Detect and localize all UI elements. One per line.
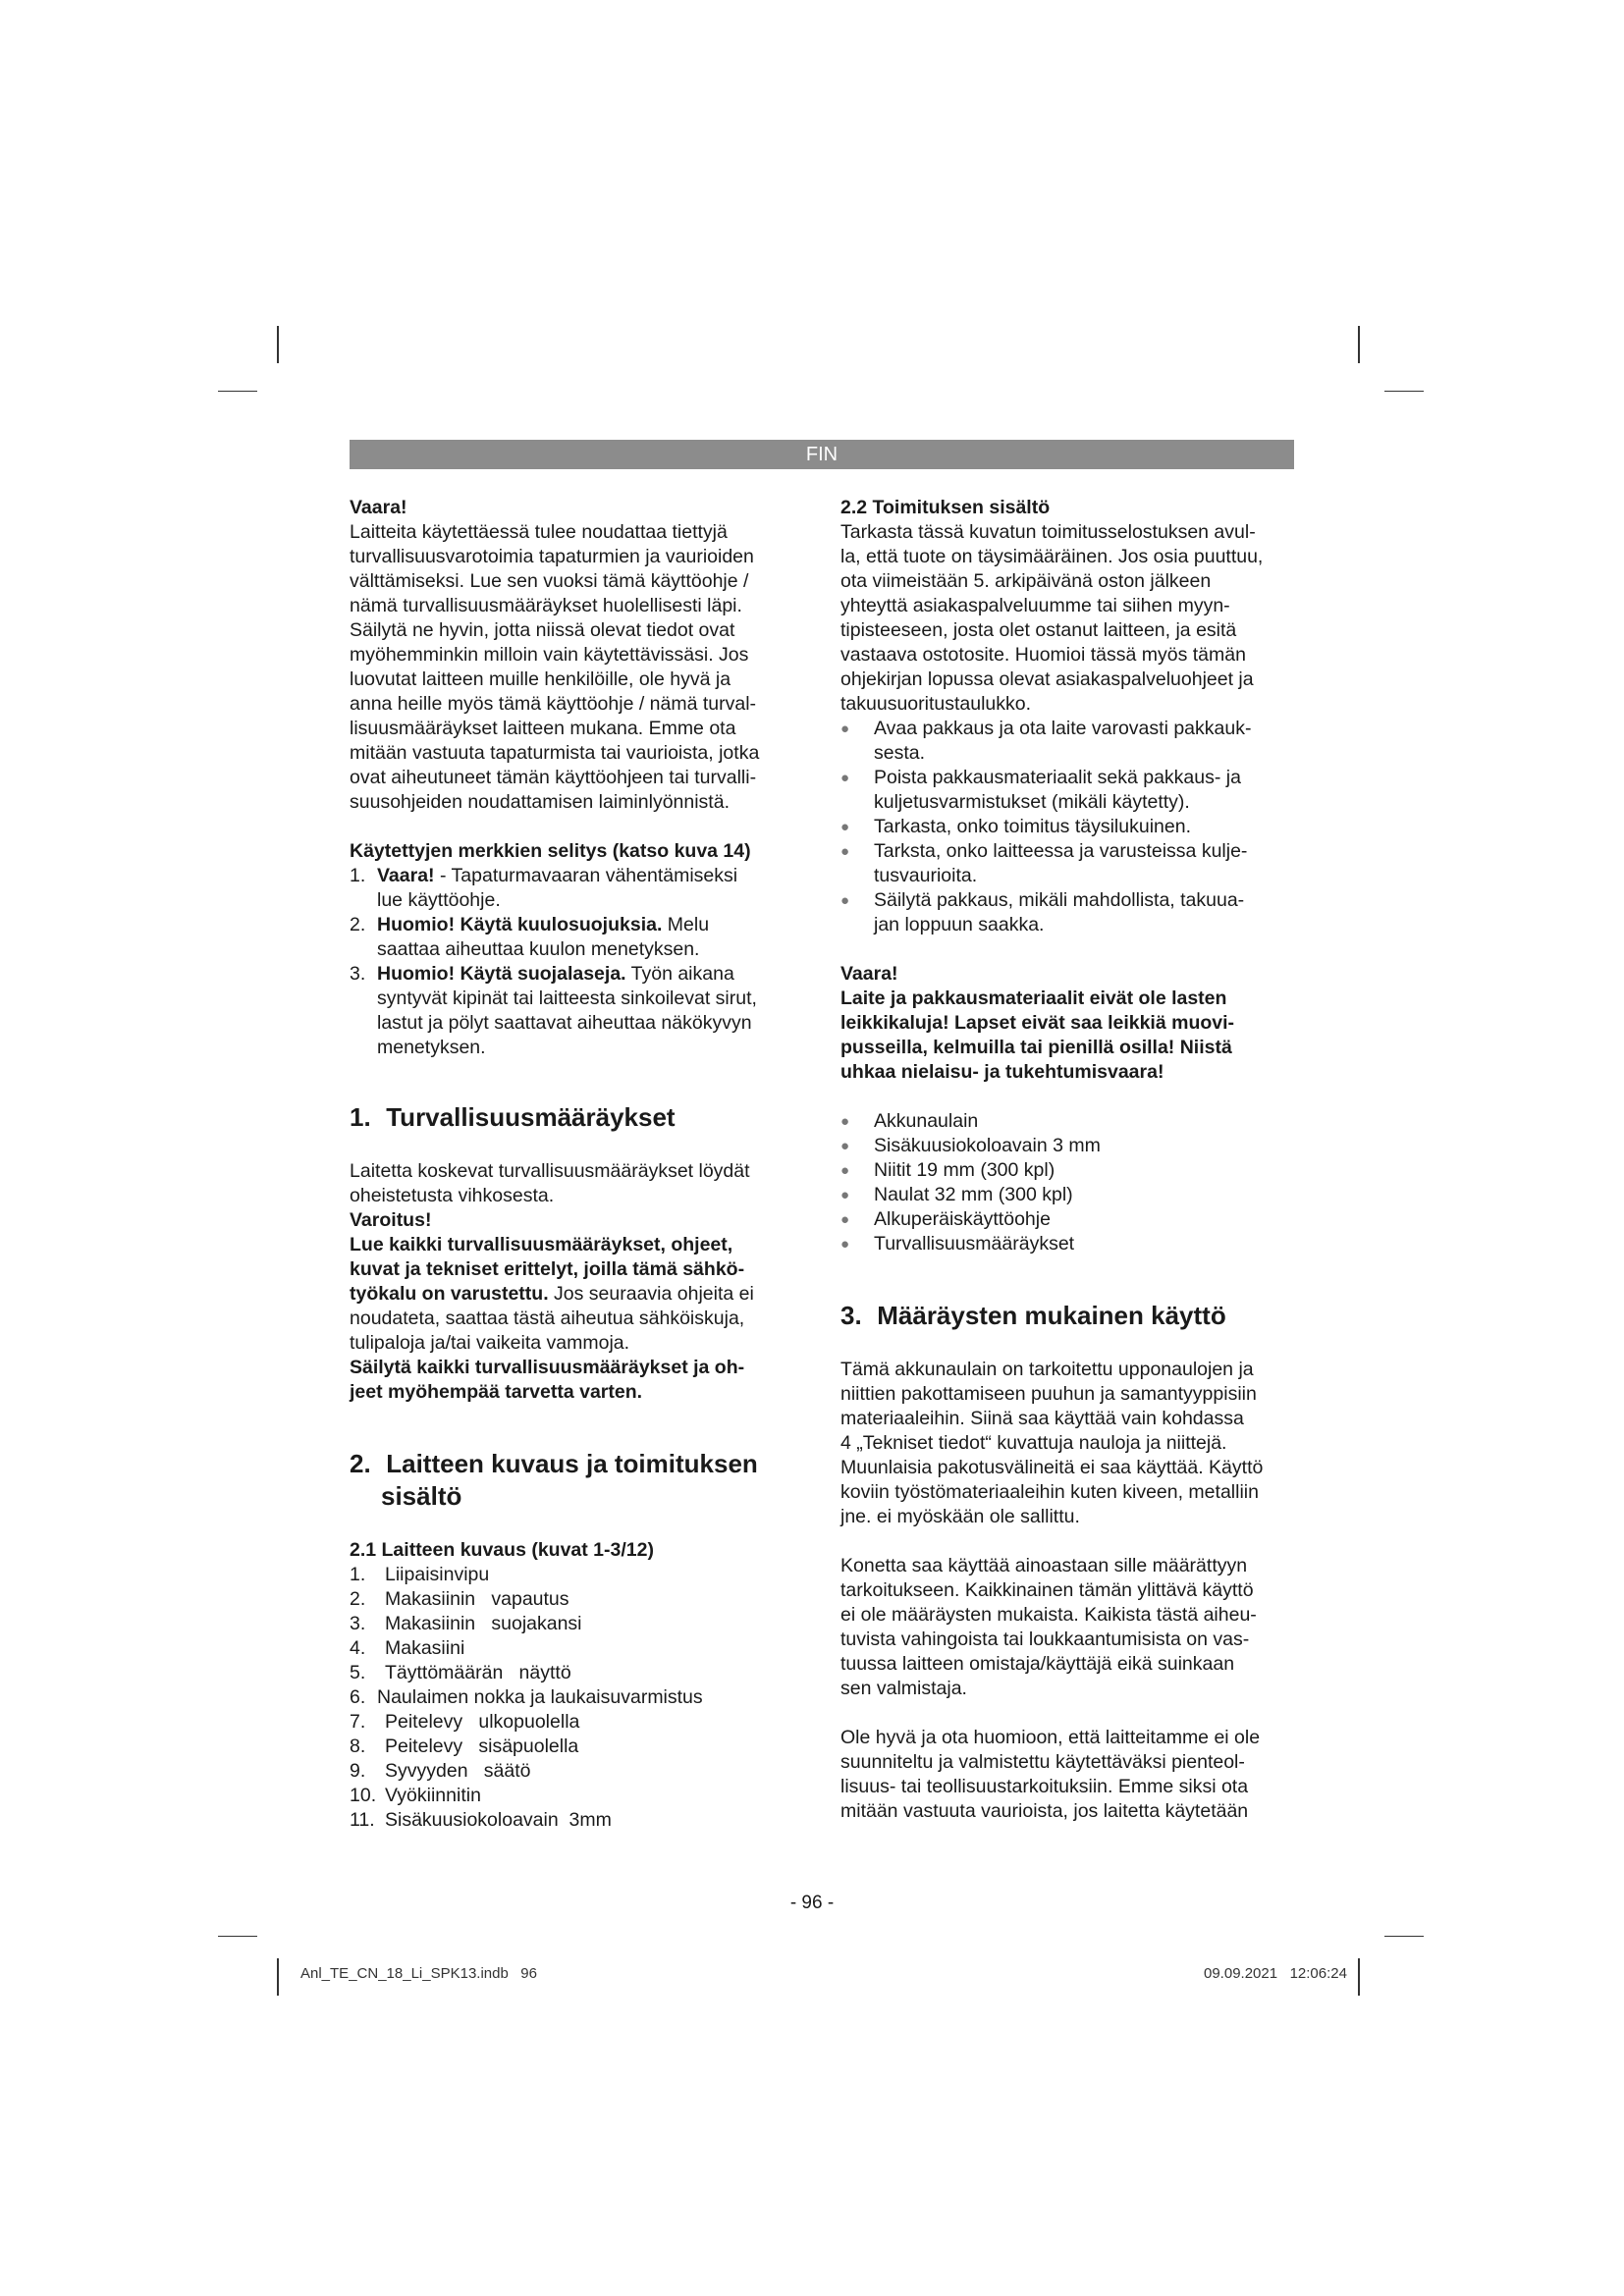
warning-heading: Vaara! (350, 497, 407, 518)
list-item: ● Naulat 32 mm (300 kpl) (840, 1184, 1073, 1205)
crop-mark (1358, 1958, 1360, 1996)
list-item: ● Avaa pakkaus ja ota laite varovasti pakkauk- sesta. (840, 718, 1252, 764)
crop-mark (277, 326, 279, 363)
bullet-icon: ● (840, 1138, 850, 1154)
list-item: ● Niitit 19 mm (300 kpl) (840, 1159, 1056, 1181)
list-item: 9. Syvyyden säätö (350, 1760, 531, 1782)
symbols-list (350, 864, 801, 1060)
bullet-icon: ● (840, 819, 850, 835)
section-1-heading: 1. Turvallisuusmääräykset (350, 1102, 676, 1132)
list-item: ● Tarkasta, onko toimitus täysilukuinen. (840, 816, 1191, 837)
list-item: 4. Makasiini (350, 1637, 465, 1659)
crop-mark (1384, 1936, 1424, 1937)
intended-use-paragraph-3: Ole hyvä ja ota huomioon, että laitteitamme ei ole suunniteltu ja valmistettu käytettäväksi pienteol- lisuus- tai teollisuustarkoituksiin. Emme siksi ota mitään vastuuta vaurioista, jos laitetta käytetään (840, 1727, 1261, 1822)
list-item: 5. Täyttömäärän näyttö (350, 1662, 571, 1683)
list-item: ● Säilytä pakkaus, mikäli mahdollista, takuua- jan loppuun saakka. (840, 889, 1245, 935)
list-item: 11. Sisäkuusiokoloavain 3mm (350, 1809, 612, 1831)
crop-mark (218, 391, 257, 392)
crop-mark (277, 1958, 279, 1996)
list-item: ● Poista pakkausmateriaalit sekä pakkaus- ja kuljetusvarmistukset (mikäli käytetty). (840, 767, 1241, 813)
intended-use-paragraph-1: Tämä akkunaulain on tarkoitettu upponaulojen ja niittien pakottamiseen puuhun ja samantyyppisiin materiaaleihin. Siinä saa käyttää vain kohdassa 4 „Tekniset tiedot“ kuvattuja nauloja ja niittejä. Muunlaisia pakotusvälineitä ei saa käyttää. Käyttö koviin työstömateriaaleihin kuten kiveen, metalliin jne. ei myöskään ole sallittu. (840, 1359, 1264, 1527)
right-column: 2.2 Toimituksen sisältö Tarkasta tässä kuvatun toimitusselostuksen avul- la, että tuote on täysimääräinen. Jos osia puuttuu, ota viimeistään 5. arkipäivänä oston jälkeen yhteyttä asiakaspalveluumme tai siihen myyn- tipisteeseen, josta olet ostanut laitteen, ja esitä vastaava ostotosite. Huomioi tässä myös tämän ohjekirjan lopussa olevat asiakaspalveluohjeet ja takuusuoritustaulukko. ● Avaa pakkaus ja ota laite varovasti pakkauk- sesta. ● Poista pakkausmateriaalit sekä pakkaus- ja kuljetusvarmistukset (mikäli käytetty). ● Tarkasta, onko toimitus täysilukuinen. ● Tarksta, onko laitteessa ja varusteissa kulje- tusvaurioita. ● Säilytä pakkaus, mikäli mahdollista, takuua- jan loppuun saakka. Vaara! Laite ja pakkausmateriaalit eivät ole lasten leikkikaluja! Lapset eivät saa leikkiä muovi- pusseilla, kelmuilla tai pienillä osilla! Niistä uhkaa nielaisu- ja tukehtumisvaara! ● Akkunaulain ● Sisäkuusiokoloavain 3 mm ● Niitit 19 mm (300 kpl) ● Naulat 32 mm (300 kpl) ● Alkuperäiskäyttöohje ● Turvallisuusmääräykset 3. Määräysten mukainen käyttö Tämä akkunaulain on tarkoitettu upponaulojen ja niittien pakottamiseen puuhun ja samantyyppisiin materiaaleihin. Siinä saa käyttää vain kohdassa 4 „Tekniset tiedot“ kuvattuja nauloja ja niittejä. Muunlaisia pakotusvälineitä ei saa käyttää. Käyttö koviin työstömateriaaleihin kuten kiveen, metalliin jne. ei myöskään ole sallittu. Konetta saa käyttää ainoastaan sille määrättyyn tarkoitukseen. Kaikkinainen tämän ylittävä käyttö ei ole määräysten mukaista. Kaikista tästä aiheu- tuvista vahingoista tai loukkaantumisista on vas- tuussa laitteen omistaja/käyttäjä eikä suinkaan sen valmistaja. Ole hyvä ja ota huomioon, että laitteitamme ei ole suunniteltu ja valmistettu käytettäväksi pienteol- lisuus- tai teollisuustarkoituksiin. Emme siksi ota mitään vastuuta vaurioista, jos laitetta käytetään (840, 496, 1292, 1824)
bullet-icon: ● (840, 1187, 850, 1203)
crop-mark (1358, 326, 1360, 363)
list-item: ● Tarksta, onko laitteessa ja varusteissa kulje- tusvaurioita. (840, 840, 1248, 886)
crop-mark (218, 1936, 257, 1937)
list-item: 7. Peitelevy ulkopuolella (350, 1711, 580, 1733)
warning-heading-2: Vaara! (840, 963, 898, 985)
delivery-text: Tarkasta tässä kuvatun toimitusselostuksen avul- la, että tuote on täysimääräinen. Jos osia puuttuu, ota viimeistään 5. arkipäivänä oston jälkeen yhteyttä asiakaspalveluumme tai siihen myyn- tipisteeseen, josta olet ostanut laitteen, ja esitä vastaava ostotosite. Huomioi tässä myös tämän ohjekirjan lopussa olevat asiakaspalveluohjeet ja takuusuoritustaulukko. (840, 521, 1264, 715)
list-item: ● Sisäkuusiokoloavain 3 mm (840, 1135, 1101, 1156)
list-item: ● Turvallisuusmääräykset (840, 1233, 1075, 1255)
subsection-2-1-heading: 2.1 Laitteen kuvaus (kuvat 1-3/12) (350, 1539, 654, 1561)
symbols-heading: Käytettyjen merkkien selitys (katso kuva 14) (350, 840, 751, 862)
list-item: ● Akkunaulain (840, 1110, 979, 1132)
bullet-icon: ● (840, 843, 850, 860)
language-banner: FIN (350, 440, 1294, 469)
unpacking-steps (840, 717, 1292, 937)
list-item: ● Alkuperäiskäyttöohje (840, 1208, 1051, 1230)
crop-mark (1384, 391, 1424, 392)
warning-text: Laitteita käytettäessä tulee noudattaa tiettyjä turvallisuusvarotoimia tapaturmien ja vaurioiden välttämiseksi. Lue sen vuoksi tämä käyttöohje / nämä turvallisuusmääräykset huolellisesti läpi. Säilytä ne hyvin, jotta niissä olevat tiedot ovat myöhemminkin milloin vain käytettävissäsi. Jos luovutat laitteen muille henkilöille, ole hyvä ja anna heille myös tämä käyttöohje / nämä turval- lisuusmääräykset laitteen mukana. Emme ota mitään vastuuta tapaturmista tai vaurioista, jotka ovat aiheutuneet tämän käyttöohjeen tai turvalli- suusohjeiden noudattamisen laiminlyönnistä. (350, 521, 760, 813)
subsection-2-2-heading: 2.2 Toimituksen sisältö (840, 497, 1051, 518)
footer-filename: Anl_TE_CN_18_Li_SPK13.indb 96 (300, 1965, 537, 1982)
list-item: 1. Liipaisinvipu (350, 1564, 490, 1585)
list-item: 8. Peitelevy sisäpuolella (350, 1735, 579, 1757)
parts-list (350, 1563, 801, 1833)
bullet-icon: ● (840, 770, 850, 786)
footer-datetime: 09.09.2021 12:06:24 (1204, 1965, 1347, 1982)
section-2-heading: 2. Laitteen kuvaus ja toimituksen sisältö (350, 1449, 758, 1511)
bullet-icon: ● (840, 1162, 850, 1179)
list-item: 2. Huomio! Käytä kuulosuojuksia. Melu saattaa aiheuttaa kuulon menetyksen. (350, 914, 710, 960)
left-column: Vaara! Laitteita käytettäessä tulee noudattaa tiettyjä turvallisuusvarotoimia tapaturmien ja vaurioiden välttämiseksi. Lue sen vuoksi tämä käyttöohje / nämä turvallisuusmääräykset huolellisesti läpi. Säilytä ne hyvin, jotta niissä olevat tiedot ovat myöhemminkin milloin vain käytettävissäsi. Jos luovutat laitteen muille henkilöille, ole hyvä ja anna heille myös tämä käyttöohje / nämä turval- lisuusmääräykset laitteen mukana. Emme ota mitään vastuuta tapaturmista tai vaurioista, jotka ovat aiheutuneet tämän käyttöohjeen tai turvalli- suusohjeiden noudattamisen laiminlyönnistä. Käytettyjen merkkien selitys (katso kuva 14) 1. Vaara! - Tapaturmavaaran vähentämiseksi lue käyttöohje. 2. Huomio! Käytä kuulosuojuksia. Melu saattaa aiheuttaa kuulon menetyksen. 3. Huomio! Käytä suojalaseja. Työn aikana syntyvät kipinät tai laitteesta sinkoilevat sirut, lastut ja pölyt saattavat aiheuttaa näkökyvyn menetyksen. 1. Turvallisuusmääräykset Laitetta koskevat turvallisuusmääräykset löydät oheistetusta vihkosesta. Varoitus! Lue kaikki turvallisuusmääräykset, ohjeet, kuvat ja tekniset erittelyt, joilla tämä sähkö- työkalu on varustettu. Jos seuraavia ohjeita ei noudateta, saattaa tästä aiheutua sähköiskuja, tulipaloja ja/tai vaikeita vammoja. Säilytä kaikki turvallisuusmääräykset ja oh- jeet myöhempää tarvetta varten. 2. Laitteen kuvaus ja toimituksen sisältö 2.1 Laitteen kuvaus (kuvat 1-3/12) 1. Liipaisinvipu 2. Makasiinin vapautus 3. Makasiinin suojakansi 4. Makasiini 5. Täyttömäärän näyttö 6. Naulaimen nokka ja laukaisuvarmistus 7. Peitelevy ulkopuolella 8. Peitelevy sisäpuolella 9. Syvyyden säätö 10. Vyökiinnitin 11. Sisäkuusiokoloavain 3mm (350, 496, 801, 1833)
bullet-icon: ● (840, 1236, 850, 1253)
caution-heading: Varoitus! (350, 1209, 432, 1231)
bullet-icon: ● (840, 892, 850, 909)
list-item: 3. Huomio! Käytä suojalaseja. Työn aikana syntyvät kipinät tai laitteesta sinkoilevat sirut, lastut ja pölyt saattavat aiheuttaa näkökyvyn menetyksen. (350, 963, 757, 1058)
section-3-heading: 3. Määräysten mukainen käyttö (840, 1301, 1226, 1330)
bullet-icon: ● (840, 1211, 850, 1228)
contents-list (840, 1109, 1292, 1256)
page-number: - 96 - (789, 1893, 835, 1913)
list-item: 3. Makasiinin suojakansi (350, 1613, 582, 1634)
list-item: 6. Naulaimen nokka ja laukaisuvarmistus (350, 1686, 703, 1708)
list-item: 1. Vaara! - Tapaturmavaaran vähentämiseksi lue käyttöohje. (350, 865, 738, 911)
bullet-icon: ● (840, 721, 850, 737)
bullet-icon: ● (840, 1113, 850, 1130)
list-item: 2. Makasiinin vapautus (350, 1588, 569, 1610)
list-item: 10. Vyökiinnitin (350, 1785, 481, 1806)
intended-use-paragraph-2: Konetta saa käyttää ainoastaan sille määrättyyn tarkoitukseen. Kaikkinainen tämän ylittävä käyttö ei ole määräysten mukaista. Kaikista tästä aiheu- tuvista vahingoista tai loukkaantumisista on vas- tuussa laitteen omistaja/käyttäjä eikä suinkaan sen valmistaja. (840, 1555, 1257, 1699)
